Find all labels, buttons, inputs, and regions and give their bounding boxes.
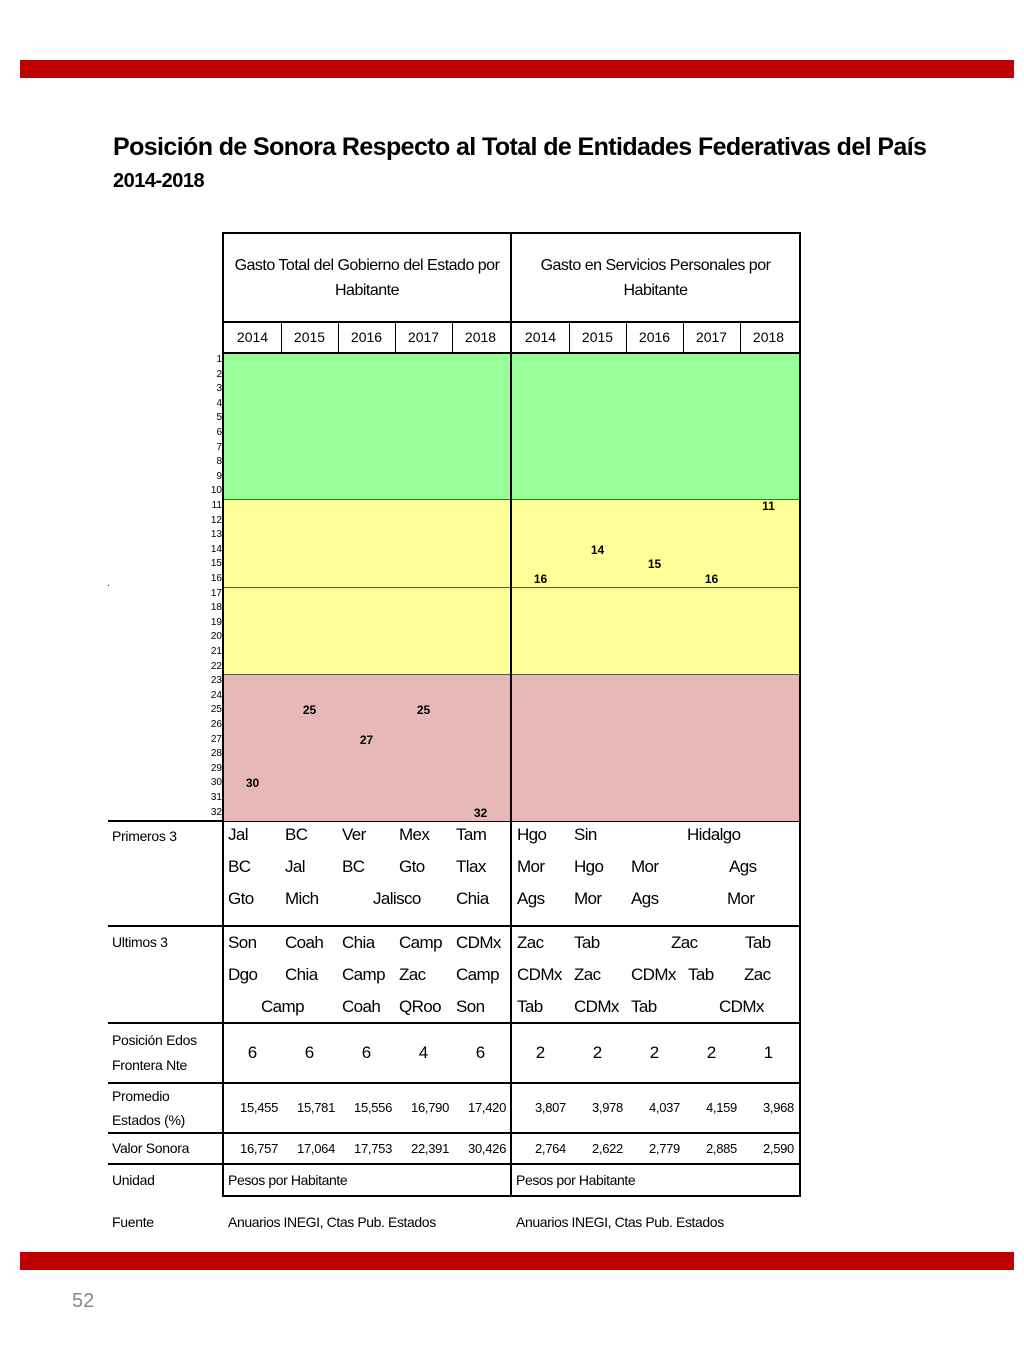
- top3-state: Chia: [456, 889, 489, 908]
- bottom3-state: Coah: [342, 997, 381, 1016]
- row-label-primeros: Primeros 3: [112, 828, 177, 844]
- frontera-value: 6: [247, 1043, 258, 1062]
- position-mark: 25: [302, 703, 317, 718]
- year-divider: [452, 322, 453, 353]
- rank-scale-label: 1: [216, 354, 222, 365]
- year-divider: [740, 322, 741, 353]
- page-number: 52: [72, 1290, 95, 1312]
- rank-scale-label: 9: [216, 470, 222, 482]
- bottom3-state: Tab: [517, 997, 543, 1016]
- top3-state: Gto: [399, 857, 425, 876]
- rank-scale-label: 6: [216, 427, 222, 438]
- top3-state: Ags: [729, 857, 757, 876]
- panel-header: Gasto en Servicios Personales por Habitante: [540, 257, 771, 299]
- year-divider: [281, 322, 282, 353]
- position-mark: 30: [245, 776, 260, 791]
- rank-scale-label: 20: [210, 631, 222, 643]
- top3-state: Jal: [285, 857, 305, 876]
- fuente-value: Anuarios INEGI, Ctas Pub. Estados: [516, 1214, 724, 1230]
- year-divider: [569, 322, 570, 353]
- bottom3-state: Camp: [261, 997, 304, 1016]
- bottom3-state: Camp: [342, 965, 385, 984]
- year-divider: [338, 322, 339, 353]
- bottom3-state: Chia: [342, 933, 375, 952]
- bottom-red-bar: [20, 1252, 1014, 1270]
- rank-scale-label: 14: [210, 543, 222, 555]
- bottom3-state: Dgo: [228, 965, 258, 984]
- valor-value: 30,426: [468, 1141, 506, 1156]
- year-header: 2015: [293, 329, 326, 345]
- rank-scale-label: 16: [210, 573, 222, 584]
- top3-state: BC: [228, 857, 251, 876]
- rank-scale-label: 17: [210, 587, 222, 599]
- rank-scale-label: 10: [210, 485, 222, 497]
- year-divider: [626, 322, 627, 353]
- row-label-ultimos: Ultimos 3: [112, 934, 168, 950]
- rank-scale-label: 23: [210, 675, 222, 687]
- page-title: Posición de Sonora Respecto al Total de Entidades Federativas del País: [113, 133, 927, 161]
- rank-scale-label: 31: [210, 792, 222, 803]
- bottom3-state: Zac: [671, 933, 698, 952]
- year-row-bottom: [512, 352, 799, 354]
- rank-scale-label: 18: [210, 602, 222, 614]
- year-header: 2018: [752, 329, 785, 345]
- top3-state: Ags: [517, 889, 545, 908]
- top3-state: Jal: [228, 825, 248, 844]
- valor-value: 22,391: [411, 1141, 449, 1156]
- bottom3-state: Chia: [285, 965, 318, 984]
- position-mark: 11: [762, 499, 775, 513]
- top3-state: Mor: [727, 889, 755, 908]
- row-label-frontera: Posición Edos: [112, 1032, 197, 1048]
- rank-scale-label: 8: [216, 456, 222, 468]
- valor-value: 2,764: [534, 1141, 566, 1156]
- valor-value: 2,885: [705, 1141, 737, 1156]
- rank-scale-label: 2: [216, 368, 222, 380]
- panel-header: Gasto Total del Gobierno del Estado por Habitante: [234, 257, 500, 299]
- unidad-value: Pesos por Habitante: [228, 1172, 348, 1188]
- position-mark: 16: [533, 572, 548, 586]
- year-divider: [395, 322, 396, 353]
- top3-state: Sin: [574, 825, 597, 844]
- rank-scale-label: 26: [210, 719, 222, 730]
- promedio-value: 15,781: [297, 1100, 335, 1115]
- valor-value: 16,757: [240, 1141, 278, 1156]
- top3-state: Mex: [399, 825, 430, 844]
- row-label-fuente: Fuente: [112, 1214, 154, 1230]
- position-mark: 15: [647, 557, 662, 572]
- top3-state: Jalisco: [373, 889, 421, 908]
- row-label-frontera-2: Frontera Nte: [112, 1057, 187, 1073]
- bottom3-state: Tab: [688, 965, 714, 984]
- promedio-value: 3,968: [762, 1100, 794, 1115]
- frontera-value: 1: [763, 1043, 774, 1062]
- frontera-value: 6: [475, 1043, 486, 1062]
- frontera-value: 2: [592, 1043, 603, 1062]
- bottom3-state: CDMx: [574, 997, 619, 1016]
- bottom3-state: Tab: [574, 933, 600, 952]
- row-label-unidad: Unidad: [112, 1172, 155, 1188]
- page-subtitle: 2014-2018: [113, 170, 205, 192]
- frontera-value: 4: [418, 1043, 429, 1062]
- top3-state: BC: [342, 857, 365, 876]
- rank-scale-label: 15: [210, 558, 222, 570]
- bottom3-state: Tab: [745, 933, 771, 952]
- bottom3-state: Coah: [285, 933, 324, 952]
- rank-scale-label: 29: [210, 762, 222, 774]
- frontera-value: 6: [304, 1043, 315, 1062]
- bottom3-state: CDMx: [631, 965, 676, 984]
- rank-scale-label: 32: [210, 806, 222, 818]
- promedio-value: 15,556: [354, 1100, 392, 1115]
- top3-state: Tam: [456, 825, 487, 844]
- top3-state: Mor: [517, 857, 545, 876]
- frontera-value: 2: [706, 1043, 717, 1062]
- bottom3-state: Zac: [574, 965, 601, 984]
- promedio-value: 17,420: [468, 1100, 506, 1115]
- bottom3-state: CDMx: [456, 933, 501, 952]
- year-header: 2014: [236, 329, 269, 345]
- row-label-promedio-2: Estados (%): [112, 1112, 185, 1128]
- unidad-value: Pesos por Habitante: [516, 1172, 636, 1188]
- year-header: 2017: [407, 329, 440, 345]
- bottom3-state: Zac: [517, 933, 544, 952]
- frontera-value: 2: [535, 1043, 546, 1062]
- valor-value: 17,064: [297, 1141, 335, 1156]
- valor-value: 2,779: [648, 1141, 680, 1156]
- rank-scale-label: 12: [210, 514, 222, 526]
- position-mark: 32: [473, 805, 488, 820]
- year-header: 2016: [638, 329, 671, 345]
- year-row-top: [224, 321, 510, 323]
- position-mark: 14: [590, 542, 605, 557]
- position-mark: 27: [359, 732, 374, 747]
- rank-scale-label: 4: [216, 397, 222, 409]
- bottom3-state: Camp: [399, 933, 442, 952]
- top3-state: Hgo: [517, 825, 547, 844]
- frontera-value: 2: [649, 1043, 660, 1062]
- valor-value: 2,590: [762, 1141, 794, 1156]
- rank-scale-label: 7: [216, 441, 222, 453]
- promedio-value: 4,037: [648, 1100, 680, 1115]
- rank-scale-label: 5: [216, 412, 222, 424]
- year-row-top: [512, 321, 799, 323]
- rank-scale-label: 19: [210, 616, 222, 628]
- rank-scale-label: 22: [210, 660, 222, 672]
- position-mark: 16: [704, 572, 719, 586]
- year-header: 2017: [695, 329, 728, 345]
- valor-value: 17,753: [354, 1141, 392, 1156]
- bottom3-state: Son: [456, 997, 485, 1016]
- stray-dot: ·: [107, 580, 111, 591]
- top3-state: Ags: [631, 889, 659, 908]
- year-header: 2016: [350, 329, 383, 345]
- promedio-value: 16,790: [411, 1100, 449, 1115]
- bottom3-state: CDMx: [517, 965, 562, 984]
- rank-scale-label: 24: [210, 689, 222, 701]
- year-header: 2015: [581, 329, 614, 345]
- top3-state: Ver: [342, 825, 366, 844]
- promedio-value: 15,455: [240, 1100, 278, 1115]
- top3-state: Gto: [228, 889, 254, 908]
- top3-state: Mor: [574, 889, 602, 908]
- top3-state: Hgo: [574, 857, 604, 876]
- rank-scale-label: 11: [211, 500, 222, 511]
- fuente-value: Anuarios INEGI, Ctas Pub. Estados: [228, 1214, 436, 1230]
- promedio-value: 3,978: [591, 1100, 623, 1115]
- bottom3-state: CDMx: [719, 997, 764, 1016]
- rank-scale-label: 27: [210, 733, 222, 745]
- rank-scale-label: 13: [210, 529, 222, 541]
- promedio-value: 4,159: [705, 1100, 737, 1115]
- rank-scale-label: 21: [210, 646, 222, 657]
- year-divider: [683, 322, 684, 353]
- year-row-bottom: [224, 352, 510, 354]
- top3-state: Hidalgo: [687, 825, 741, 844]
- top3-state: Mich: [285, 889, 319, 908]
- top3-state: BC: [285, 825, 308, 844]
- row-label-promedio: Promedio: [112, 1088, 170, 1104]
- bottom3-state: Zac: [744, 965, 771, 984]
- top-red-bar: [20, 60, 1014, 78]
- rank-scale-label: 30: [210, 777, 222, 789]
- valor-value: 2,622: [591, 1141, 623, 1156]
- rank-scale-label: 28: [210, 748, 222, 760]
- bottom3-state: Zac: [399, 965, 426, 984]
- year-header: 2018: [464, 329, 497, 345]
- promedio-value: 3,807: [534, 1100, 566, 1115]
- year-header: 2014: [524, 329, 557, 345]
- bottom3-state: Son: [228, 933, 257, 952]
- rank-scale-label: 25: [210, 704, 222, 716]
- top3-state: Mor: [631, 857, 659, 876]
- bottom3-state: Tab: [631, 997, 657, 1016]
- position-mark: 25: [416, 703, 431, 718]
- top3-state: Tlax: [456, 857, 486, 876]
- row-label-valor: Valor Sonora: [112, 1140, 190, 1156]
- bottom3-state: QRoo: [399, 997, 442, 1016]
- rank-scale-label: 3: [216, 383, 222, 395]
- bottom3-state: Camp: [456, 965, 499, 984]
- frontera-value: 6: [361, 1043, 372, 1062]
